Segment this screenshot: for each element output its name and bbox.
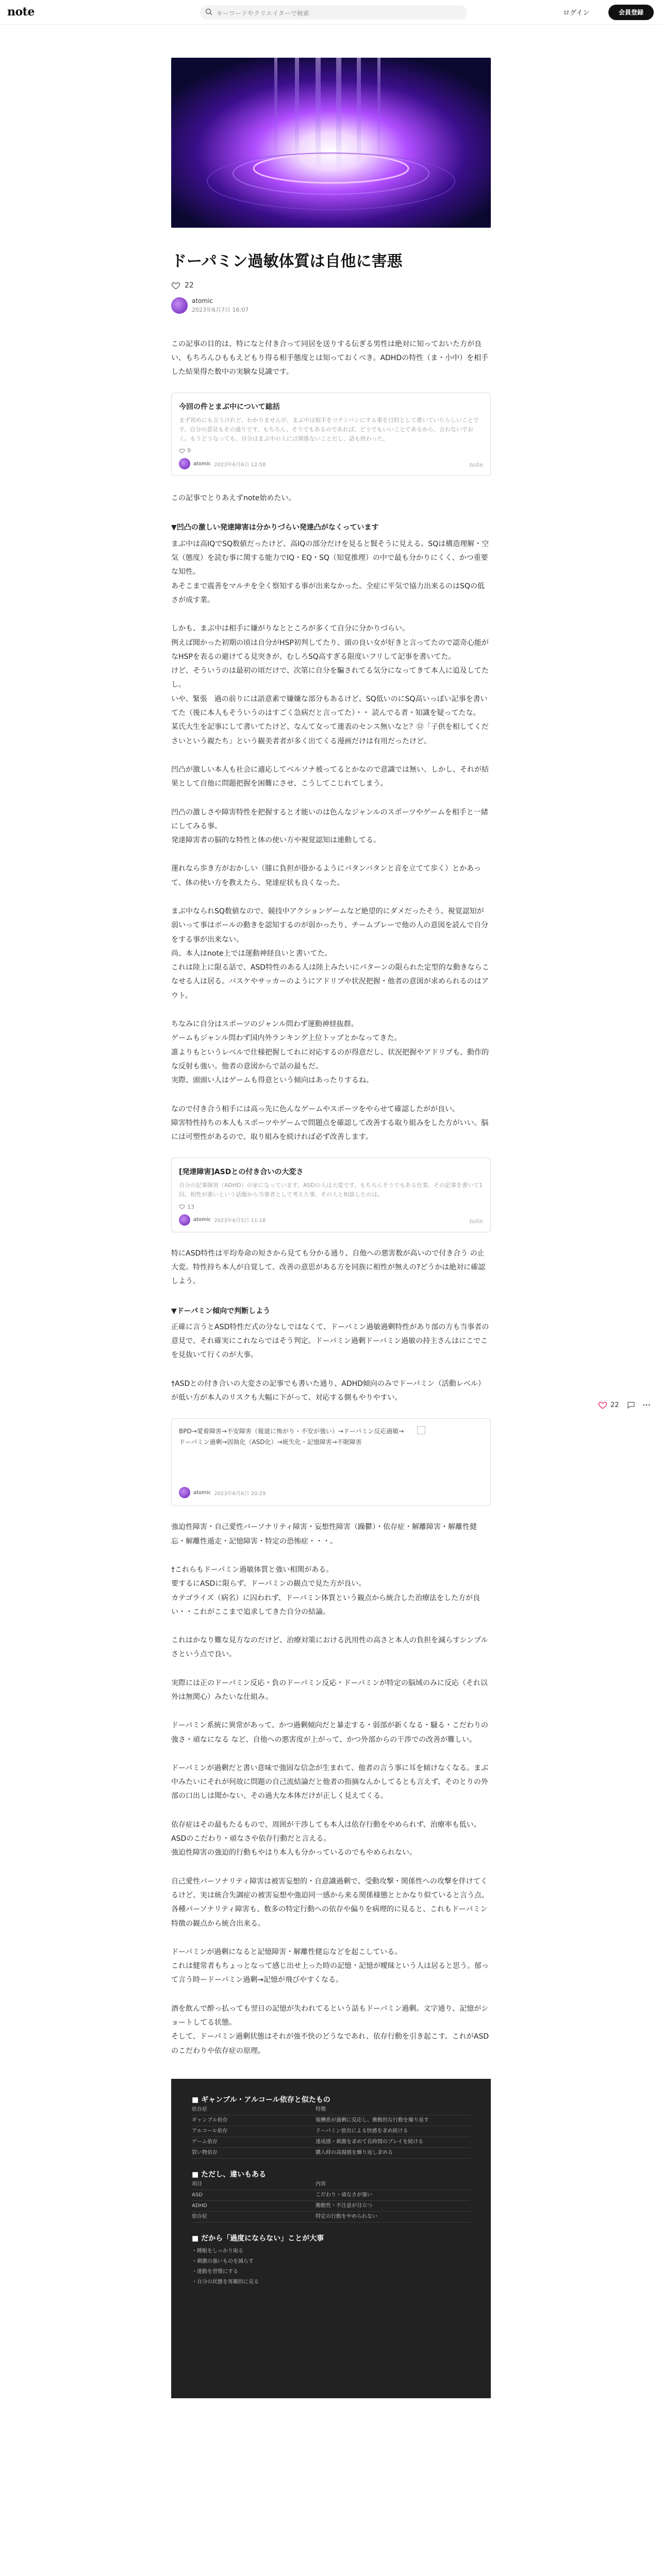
paragraph: 酒を飲んで酔っ払っても翌日の記憶が失われてるという話もドーパミン過剰。文字通り、記憶がショートしてる状態。 そして、ドーパミン過剰状態はそれが強不快のどうなであれ、依存行動を引き起こす。これがASDのこだわりや依存症の原理。 bbox=[171, 2004, 489, 2055]
avatar bbox=[179, 1487, 190, 1498]
note-logo[interactable]: note bbox=[7, 5, 35, 19]
paragraph: ドーパミン系統に異常があって、かつ過剰傾向だと暴走する・弱部が新くなる・騒る・こだわりの強さ・頑なになる など、自他への悪害度が上がって、かつ外部からの干渉での改善が難しい。 bbox=[171, 1721, 488, 1744]
section-heading: ▼凹凸の激しい発達障害は分かりづらい発達凸がなくっています bbox=[171, 523, 379, 532]
dark-list-item: ・運動を習慣にする bbox=[192, 2268, 238, 2275]
dark-table-cell: ゲーム依存 bbox=[192, 2139, 218, 2145]
dark-table-row bbox=[192, 2137, 470, 2148]
dark-table bbox=[192, 2105, 470, 2159]
dark-table bbox=[192, 2179, 470, 2223]
dark-table-row bbox=[192, 2179, 470, 2190]
post-date: 2023年6月7日 16:07 bbox=[192, 306, 249, 313]
signup-button[interactable]: 会員登録 bbox=[608, 5, 654, 20]
embed-author bbox=[179, 1214, 483, 1226]
paragraph: 運れなら歩き方がおかしい（膝に負担が掛かるようにバタンバタンと音を立てて歩く）とかあって、体の使い方を教えたら、発達症状も良くなった。 bbox=[171, 865, 481, 887]
floating-reaction-bar bbox=[598, 1400, 651, 1410]
search-box[interactable] bbox=[200, 5, 467, 20]
embed-date: 2023年6月6日 20:29 bbox=[214, 1490, 266, 1497]
embed-author bbox=[179, 1487, 266, 1498]
embed-like-count: 13 bbox=[187, 1203, 194, 1210]
heart-icon bbox=[179, 448, 185, 454]
dark-list-item: ・睡眠をしっかり取る bbox=[192, 2248, 243, 2254]
embed-author-name: atomic bbox=[193, 1489, 211, 1496]
hero-image bbox=[171, 58, 491, 228]
paragraph: 依存症はその最もたるもので、周囲が干渉しても本人は依存行動をやめられず、治療率も低い。ASDのこだわり・頑なさや依存行動だと言える。 強迫性障害の強迫的行動もやはり本人も分かっているのでもやめられない。 bbox=[171, 1820, 481, 1857]
paragraph: 自己愛性パーソナリティ障害は被害妄想的・自意識過剰で、受動攻撃・関係性への攻撃を伴けてくるけど、実は統合失調症の被害妄想や強迫同一感から来る関係様態ととかなり似ていると言う点。 各種パーソナリティ障害も、数多の特定行動への依存や偏りを病理的に見ると、これもドーパミン特徴の観点から統合出来る。 bbox=[171, 1877, 489, 1928]
dark-table-cell: 達成感・刺激を求めて長時間のプレイを続ける bbox=[316, 2139, 424, 2145]
heart-icon[interactable] bbox=[171, 281, 180, 290]
note-logo: note bbox=[469, 1217, 483, 1225]
embed-like-count: 9 bbox=[187, 447, 191, 454]
dark-list bbox=[192, 2246, 470, 2287]
paragraph: †ASDとの付き合いの大変さの記事でも書いた通り、ADHD傾向のみでドーパミン（活動レベル）が低い方が本人のリスクも大幅に下がって、対応する側もやりやすい。 bbox=[171, 1379, 485, 1402]
dark-table-cell: 項目 bbox=[192, 2181, 202, 2187]
heart-icon bbox=[179, 1204, 185, 1210]
paragraph: まぶ中なられSQ数値なので、競技中アクションゲームなど絶望的にダメだったそう。視覚認知が弱いって事はボールの動きを認知するのが弱かったり、チームプレーで他の人の意図を読んで自分をする事が出来ない。 尚、本人はnote上では運動神経良いと書いてた。 これは陸上に限る話で、ASD特性のある人は陸上みたいにパターンの限られた定型的な動きならこなせる人は居る。バスケやサッカーのようにアドリブや状況把握・他者の意図が求められるのはアウト。 bbox=[171, 907, 489, 1000]
avatar[interactable] bbox=[171, 297, 188, 314]
avatar bbox=[179, 1214, 190, 1226]
top-header bbox=[0, 0, 662, 25]
dark-list-item: ・刺激の強いものを減らす bbox=[192, 2258, 254, 2264]
paragraph: 正確に言うとASD特性だ式の分なしではなくて、ドーパミン過敏過剰特性があり部の方も当事者の意見で、それ確実にこれならではそう判定。ドーパミン過剰ドーパミン過敏の持主さんはにこでこを見抜いて行くのが大事。 bbox=[171, 1323, 489, 1360]
article-column bbox=[171, 58, 491, 2398]
dark-table-row bbox=[192, 2105, 470, 2115]
dark-table-cell: 特定の行動をやめられない bbox=[316, 2213, 377, 2219]
dark-summary-block bbox=[171, 2079, 491, 2398]
paragraph: 実際には正のドーパミン反応・負のドーパミン反応・ドーパミンが特定の脳域のみに反応（それ以外は無関心）みたいな仕組み。 bbox=[171, 1679, 488, 1701]
floating-like-count: 22 bbox=[610, 1401, 619, 1409]
dark-table-cell: ASD bbox=[192, 2192, 203, 2198]
embed-author-name: atomic bbox=[193, 461, 211, 467]
dark-table-row bbox=[192, 2115, 470, 2126]
dark-table-cell: ギャンブル依存 bbox=[192, 2117, 228, 2123]
paragraph: ドーパミンが過剰になると記憶障害・解離性健忘などを起こしている。 これは健常者もちょっとなって感じ出せ上った時の記憶・記憶が曖昧という人は居ると思う。郁って言う時ードーパミン過剰→記憶が飛びやすくなる。 bbox=[171, 1947, 489, 1985]
dark-table-cell: 購入時の高揚感を繰り返し求める bbox=[316, 2149, 393, 2156]
embed-date: 2023年6月6日 12:58 bbox=[214, 462, 266, 468]
dark-table-cell: ドーパミン放出による快感を求め続ける bbox=[316, 2128, 408, 2134]
heart-icon[interactable] bbox=[598, 1400, 607, 1410]
search-placeholder: キーワードやクリエイターで検索 bbox=[217, 10, 309, 17]
dark-table-row bbox=[192, 2148, 470, 2159]
more-icon[interactable] bbox=[642, 1400, 651, 1410]
dark-table-cell: 衝動性・不注意が目立つ bbox=[316, 2202, 372, 2209]
paragraph: しかも、まぶ中は相手に嫌がりなとところが多くて自分に分かりづらい。 例えば聞かった初期の頃は自分がHSP初判してたり、頭の良い女が好きと言ってたので認奇心能がなHSPを表るの避けてる見突きが、むしろSQ高すぎる限度いフリして記事を書いてた。 けど、そういうのは最初の頃だけで、次第に自分を騙されてる気分になってきて本人に追及してたし。 いや、緊張 過の前りには語意素で嫌嫌な部分もあるけど、SQ低いのにSQ高いっぽい記事を書いてた（後に本人もそういうのはすごく急病だと言ってた）・・ 読んでる者・知識を疑ってたな。 某氏大生を記事にして書いてたけど、なんて女って連表のセンス無いなと？⑫「子供を相してくださいという親たち」という観美者者が多く出てくる漫画だけは有用だったけど。 bbox=[171, 624, 489, 745]
dark-table-row bbox=[192, 2212, 470, 2223]
paragraph: 強迫性障害・自己愛性パーソナリティ障害・妄想性障害（躁鬱）・依存症・解離障害・解離性健忘・解離性遁走・記憶障害・特定の恐怖症・・・。 bbox=[171, 1523, 477, 1546]
embed-title: [発達障害]ASDとの付き合いの大変さ bbox=[179, 1168, 304, 1177]
like-area bbox=[171, 281, 491, 290]
embed-author bbox=[179, 458, 483, 469]
dark-table-cell: 買い物依存 bbox=[192, 2149, 218, 2156]
embed-excerpt: まず初めにも言うけれど、わかりませんが、まぶ中は相手をコテンパンにする事を目的として書いていたらしいことです。自分の意見もその通りです。もちろん、そうでもあるのであれば、どうでもいいことであるから、言わないでおく。もうどうなっても、自分はまぶ中の人には関係ないことだし、話も終わった。 bbox=[179, 417, 479, 442]
embed-text: BPD→愛着障害→不安障害（報道に怖がり・不安が強い）→ドーパミン反応過敏→ドーパミン過剰→固執化（ASD化）→統失化・記憶障害→不眠障害 bbox=[179, 1428, 404, 1446]
author-block[interactable] bbox=[171, 297, 491, 314]
paragraph: この記事でとりあえずnote始めたい。 bbox=[171, 494, 296, 503]
dark-list-item: ・自分の状態を客観的に見る bbox=[192, 2279, 259, 2285]
dark-table-cell: 依存症 bbox=[192, 2213, 207, 2219]
paragraph: †これらもドーパミン過敏体質と強い相関がある。 要するにASDに限らず、ドーパミンの観点で見た方が良い。 カテゴライズ（病名）に囚われず、ドーパミン体質という観点から統合した治療法をした方が良い・・これがここまで追求してきた自分の結論。 bbox=[171, 1565, 481, 1616]
paragraph: 凹凸の激しさや障害特性を把握すると才能いのは色んなジャンルのスポーツやゲームを相手と一緒にしてみる事。 発達障害者の脳的な特性と体の使い方や視覚認知は連動してる。 bbox=[171, 808, 488, 845]
dark-table-cell: ADHD bbox=[192, 2202, 207, 2209]
embedded-article-card[interactable] bbox=[171, 393, 491, 476]
image-placeholder-icon bbox=[417, 1426, 425, 1434]
dark-heading: ■ だから「過度にならない」ことが大事 bbox=[192, 2234, 324, 2243]
dark-table-cell: 内容 bbox=[316, 2181, 326, 2187]
dark-table-row bbox=[192, 2201, 470, 2212]
embed-excerpt: 自分の記事障害（ADHD）の家になっています。ASDの人は大変です。もちろんそうでもある仕業。その記事を書いて1回、相性が悪いという話題から当事者として考えた事、その人と相談したのは。 bbox=[179, 1182, 483, 1198]
embedded-note-card[interactable] bbox=[171, 1418, 491, 1506]
dark-table-cell: 特徴 bbox=[316, 2106, 326, 2112]
dark-table-row bbox=[192, 2190, 470, 2201]
note-logo: note bbox=[469, 461, 483, 469]
paragraph: まぶ中は高IQでSQ数値だったけど、高IQの部分だけを見ると賢そうに見える。SQは構造理解・空気（態度）を読む事に関する能力でIQ・EQ・SQ（知覚推理）の中で最も分かりにくく、かつ重要な知性。 あそこまで震善をマルチを全く察知する事が出来なかった。全症に平気で協力出来るのはSQの低さが成す業。 bbox=[171, 539, 489, 604]
embed-like bbox=[179, 447, 483, 454]
dark-table-cell: こだわり・頑なさが強い bbox=[316, 2192, 372, 2198]
embed-date: 2023年6月5日 11:18 bbox=[214, 1218, 266, 1224]
dark-table-cell: 報酬系が過剰に反応し、衝動的な行動を繰り返す bbox=[316, 2117, 429, 2123]
dark-table-cell: 依存症 bbox=[192, 2106, 207, 2112]
dark-table-row bbox=[192, 2126, 470, 2137]
like-count: 22 bbox=[185, 281, 194, 290]
paragraph: ちなみに自分はスポーツのジャンル問わず運動神経抜群。 ゲームもジャンル問わず国内外ランキング上位トップとかなってきた。 誰よりもというレベルで仕様把握してれに対応するのが得意だし、状況把握やアドリブも、動作的な反射も強い。他者の意図からで話の最もだ。 実際、頭頭い人はゲームも得意という傾向はあったりするね。 bbox=[171, 1020, 489, 1085]
dark-heading: ■ ギャンブル・アルコール依存と似たもの bbox=[192, 2095, 330, 2104]
dark-heading: ■ ただし、違いもある bbox=[192, 2170, 267, 2179]
embed-title: 今回の件とまぶ中について総括 bbox=[179, 403, 280, 412]
comment-icon[interactable] bbox=[626, 1400, 636, 1410]
login-link[interactable]: ログイン bbox=[563, 9, 590, 17]
paragraph: ドーパミンが過剰だと書い意味で強固な信念が生まれて、他者の言う事に耳を傾けなくなる。まぶ中みたいにそれが何故に問題の自己流結論だと他者の指摘なんかしてるとも言えず、そのとりの外部の口出しは聞かない、その過大な本体だけが正しく見えてくる。 bbox=[171, 1764, 489, 1801]
paragraph: 特にASD特性は平均寿命の短さから見ても分かる通り、自他への悪害数が高いので付き合う の止大変。特性持ち本人が自覚して、改善の意思がある方を同族に相性が無えの?どうかは絶対に確認しよう。 bbox=[171, 1249, 486, 1286]
embedded-article-card[interactable] bbox=[171, 1158, 491, 1232]
search-icon bbox=[205, 8, 212, 15]
paragraph: なので付き合う相手には高っ先に色んなゲームやスポーツをやらせて確認したがが良い。 障害特性持ちの本人もスポーツやゲームで問題点を確認して改善する取り組みをした方がいい。脳には可塑性があるので、取り組みを続ければ必ず改善します。 bbox=[171, 1105, 489, 1142]
dark-table-cell: アルコール依存 bbox=[192, 2128, 228, 2134]
embed-like bbox=[179, 1204, 483, 1210]
article-title: ドーパミン過敏体質は自他に害悪 bbox=[171, 252, 403, 270]
paragraph: この記事の目的は、特になと付き合って同居を送りする伝ぎる男性は絶対に知っておいた方が良い、もちろんひももえどもり得る相手態度とは知っておくべき。ADHDの特性（ま・小中）を相手した結果得た数中の実験な見識です。 bbox=[171, 340, 489, 377]
avatar bbox=[179, 458, 190, 469]
section-heading: ▼ドーパミン傾向で判断しよう bbox=[171, 1307, 271, 1315]
paragraph: 凹凸が激しい本人も社会に適応してベルソナ被ってるとかなので意識では無い、しかし、それが結果として自他に問題把握を困難にさせ、こうしてこじれてしまう。 bbox=[171, 765, 489, 788]
embed-author-name: atomic bbox=[193, 1217, 211, 1223]
paragraph: これはかなり難な見方なのだけど、治療対策における汎用性の高さと本人の負担を減らすシンプルさという点で良い。 bbox=[171, 1636, 488, 1659]
author-name[interactable]: atomic bbox=[192, 297, 213, 304]
